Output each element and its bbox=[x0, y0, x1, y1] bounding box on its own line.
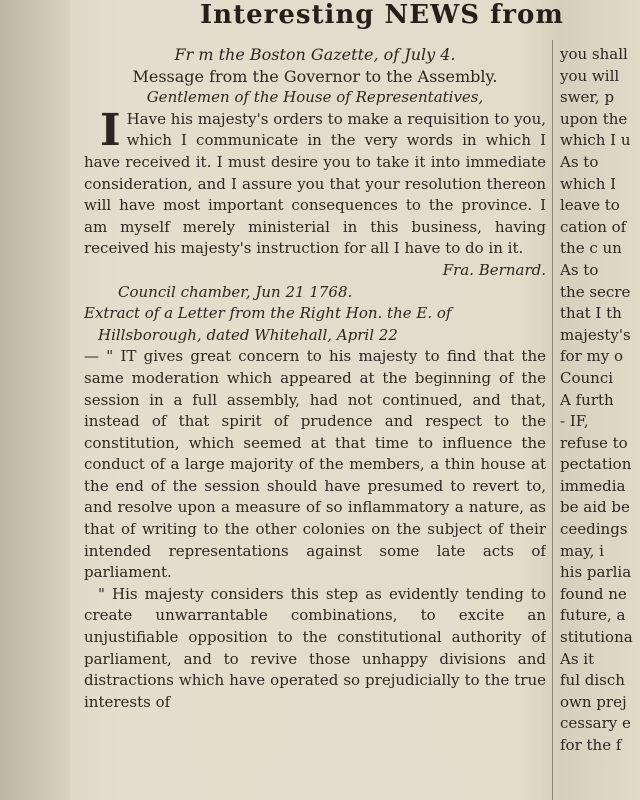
message-paragraph bbox=[84, 104, 546, 260]
side-column-line: that I th bbox=[560, 304, 622, 323]
letter-paragraph-1: — " IT gives great concern to his majesty to find that the same moderation which appeared at the beginning of the session in a full assembly, had not continued, and that, instead of that spirit of prudence and respect to the constitution, which seemed at that time to influence the conduct of a large majority of the members, a thin house at the end of the session should have presumed to revert to, and resolve upon a measure of so inflammatory a nature, as that of writing to the other colonies on the subject of their intended representations against some late acts of parliament. bbox=[84, 347, 546, 582]
side-column-line: - IF, bbox=[560, 412, 589, 431]
side-column-line: the c un bbox=[560, 239, 622, 258]
side-column-line: you shall bbox=[560, 45, 628, 63]
side-column-line: the secre bbox=[560, 282, 631, 301]
side-column-line: ceedings bbox=[560, 520, 628, 539]
salutation: Gentlemen of the House of Representatives, bbox=[146, 88, 484, 107]
signature: Fra. Bernard. bbox=[442, 260, 546, 279]
header-title: Interesting NEWS from bbox=[200, 0, 564, 30]
side-column-line: A furth bbox=[560, 390, 614, 409]
main-column bbox=[84, 44, 546, 800]
side-column-line: for my o bbox=[560, 347, 624, 366]
page-header bbox=[200, 0, 640, 36]
column-rule bbox=[552, 40, 553, 800]
side-column-line: his parlia bbox=[560, 563, 632, 582]
page-margin bbox=[0, 0, 70, 800]
side-column-line: refuse to bbox=[560, 433, 628, 452]
drop-cap: I bbox=[100, 104, 121, 156]
side-column-line: majesty's bbox=[560, 325, 631, 344]
side-column-line: pectation bbox=[560, 455, 632, 474]
side-column-line: leave to bbox=[560, 196, 620, 215]
side-column-line: As to bbox=[560, 152, 599, 171]
dateline: Fr m the Boston Gazette, of July 4. bbox=[174, 45, 456, 64]
side-column-line: upon the bbox=[560, 109, 628, 128]
side-column-line: stitutiona bbox=[560, 628, 633, 647]
letter-paragraph-2: " His majesty considers this step as evidently tending to create unwarrantable combinations, to excite an unjustifiable opposition to the constitutional authority of parliament, and to revive those unhappy divisions and distractions which have operated so prejudicially to the true interests of bbox=[84, 584, 546, 711]
headline: Message from the Governor to the Assembly. bbox=[132, 66, 498, 86]
message-body: Have his majesty's orders to make a requisition to you, which I communicate in the very words in which I have received it. I must desire you to take it into immediate consideration, and I assure you that your resolution thereon will have most important consequences to the province. I am myself merely ministerial in this business, having received his majesty's instruction for all I have to do in it. bbox=[84, 109, 546, 258]
side-column-line: Counci bbox=[560, 368, 614, 387]
side-column-line: own prej bbox=[560, 692, 627, 711]
extract-title: Extract of a Letter from the Right Hon. the E. of Hillsborough, dated Whitehall, April 22 bbox=[84, 304, 452, 344]
side-column-line: immedia bbox=[560, 476, 626, 495]
side-column-line: future, a bbox=[560, 606, 626, 625]
side-column-line: may, i bbox=[560, 541, 604, 560]
side-column-line: As to bbox=[560, 260, 599, 279]
side-column-line: you will bbox=[560, 66, 620, 85]
side-column-line: found ne bbox=[560, 584, 627, 603]
side-column-line: which I u bbox=[560, 131, 631, 150]
side-column-line: ful disch bbox=[560, 671, 625, 690]
side-column-line: which I bbox=[560, 174, 617, 193]
side-column-line: cation of bbox=[560, 217, 627, 236]
side-column-line: As it bbox=[560, 649, 595, 668]
council-line: Council chamber, Jun 21 1768. bbox=[118, 282, 353, 301]
side-column-line: swer, p bbox=[560, 88, 615, 107]
side-column-line: for the f bbox=[560, 736, 622, 754]
side-column-line: be aid be bbox=[560, 498, 630, 517]
side-column bbox=[560, 44, 640, 800]
side-column-line: cessary e bbox=[560, 714, 631, 733]
